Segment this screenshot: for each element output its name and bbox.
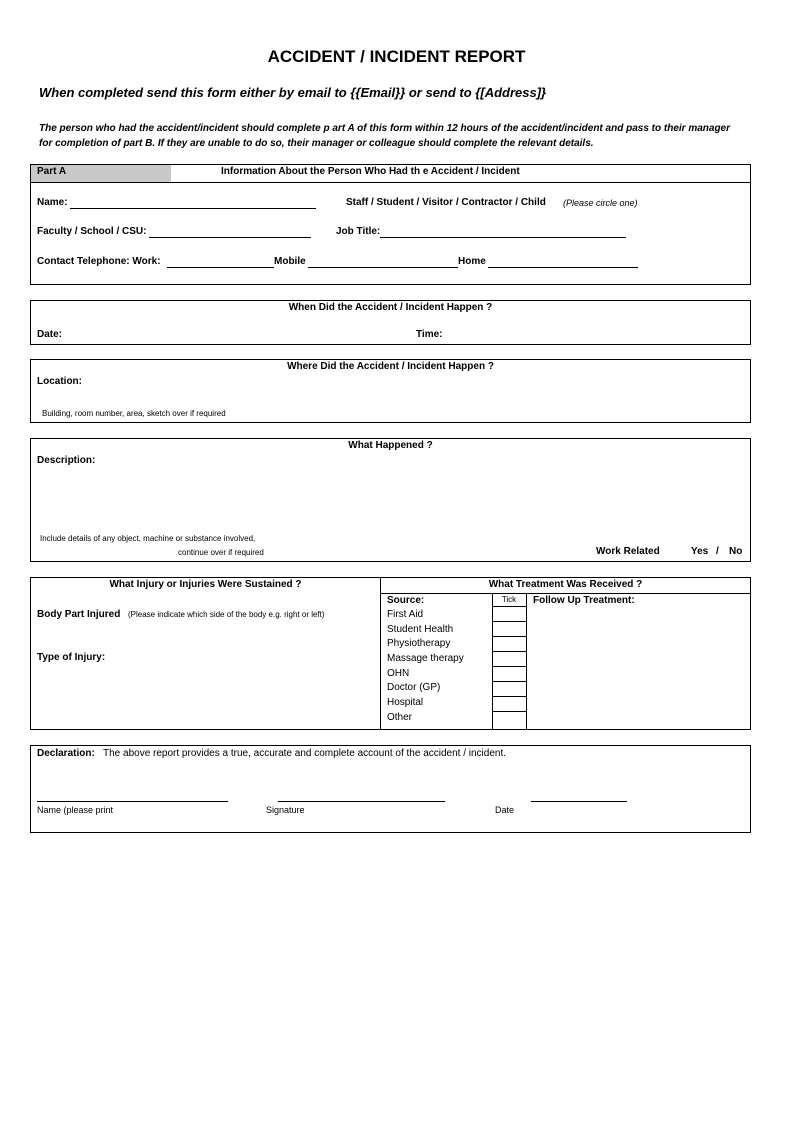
description-label[interactable]: Description:: [37, 455, 96, 466]
tick-box-ohn[interactable]: [492, 667, 526, 682]
mobile-label: Mobile: [274, 256, 306, 267]
work-related-label: Work Related: [596, 546, 660, 557]
declaration-label: Declaration:: [37, 748, 95, 759]
form-subtitle: When completed send this form either by email to {{Email}} or send to {[Address]}: [39, 85, 547, 100]
date-label[interactable]: Date:: [37, 329, 63, 340]
location-hint: Building, room number, area, sketch over if required: [42, 409, 226, 418]
job-title-label: Job Title:: [336, 226, 381, 237]
injury-heading: What Injury or Injuries Were Sustained ?: [109, 579, 302, 590]
source-ohn: OHN: [387, 668, 410, 679]
job-title-field[interactable]: [380, 237, 626, 238]
tick-box-doctor-gp[interactable]: [492, 682, 526, 697]
what-happened-section: [30, 438, 751, 562]
part-a-section: [30, 164, 751, 285]
injury-type-label[interactable]: Type of Injury:: [37, 652, 106, 663]
tick-box-hospital[interactable]: [492, 697, 526, 712]
source-hospital: Hospital: [387, 697, 424, 708]
follow-up-label[interactable]: Follow Up Treatment:: [533, 595, 635, 606]
body-part-note: (Please indicate which side of the body e.g. right or left): [128, 610, 325, 619]
tick-box-other[interactable]: [492, 712, 526, 727]
source-label: Source:: [387, 595, 425, 606]
faculty-label: Faculty / School / CSU:: [37, 226, 147, 237]
source-first-aid: First Aid: [387, 609, 424, 620]
tick-box-massage-therapy[interactable]: [492, 652, 526, 667]
work-related-no[interactable]: No: [729, 546, 743, 557]
where-section: [30, 359, 751, 423]
what-happened-heading: What Happened ?: [348, 440, 433, 451]
contact-work-label: Contact Telephone: Work:: [37, 256, 161, 267]
declaration-text: The above report provides a true, accurate and complete account of the accident / incident.: [103, 748, 507, 759]
time-label[interactable]: Time:: [416, 329, 443, 340]
injury-treatment-divider: [380, 578, 381, 729]
form-instructions: The person who had the accident/incident should complete p art A of this form within 12 hours of the accident/incident and pass to their manager for completion of part B. If they are unable to do so, their manager or colleague should complete the relevant details.: [39, 123, 731, 149]
when-section: [30, 300, 751, 345]
source-physiotherapy: Physiotherapy: [387, 638, 451, 649]
date-caption: Date: [495, 805, 515, 815]
source-other: Other: [387, 712, 413, 723]
where-heading: Where Did the Accident / Incident Happen ?: [287, 361, 494, 372]
category-label[interactable]: Staff / Student / Visitor / Contractor / Child: [346, 197, 546, 208]
location-label[interactable]: Location:: [37, 376, 82, 387]
body-part-label[interactable]: Body Part Injured: [37, 609, 121, 620]
name-field[interactable]: [70, 208, 316, 209]
description-hint-line1: Include details of any object, machine or substance involved,: [40, 534, 256, 543]
tick-box-physiotherapy[interactable]: [492, 637, 526, 652]
part-a-label-text: Part A: [37, 166, 67, 177]
name-label: Name:: [37, 197, 68, 208]
work-phone-field[interactable]: [167, 267, 274, 268]
part-a-label: [31, 165, 171, 182]
tick-column-right-border: [526, 593, 527, 729]
faculty-field[interactable]: [149, 237, 311, 238]
treatment-heading: What Treatment Was Received ?: [488, 579, 643, 590]
tick-box-first-aid[interactable]: [492, 607, 526, 622]
home-label: Home: [458, 256, 486, 267]
signature-caption: Signature: [266, 805, 305, 815]
mobile-phone-field[interactable]: [308, 267, 458, 268]
form-title: ACCIDENT / INCIDENT REPORT: [267, 47, 526, 66]
date-line[interactable]: [531, 801, 627, 802]
category-note: (Please circle one): [563, 198, 638, 208]
when-heading: When Did the Accident / Incident Happen ?: [288, 302, 493, 313]
home-phone-field[interactable]: [488, 267, 638, 268]
name-print-caption: Name (please print: [37, 805, 114, 815]
declaration-section: [30, 745, 751, 833]
tick-column-header: Tick: [501, 595, 517, 604]
part-a-heading: Information About the Person Who Had th e Accident / Incident: [221, 166, 520, 177]
signature-line[interactable]: [278, 801, 445, 802]
description-hint-line2: continue over if required: [178, 548, 264, 557]
name-print-line[interactable]: [37, 801, 228, 802]
tick-box-student-health[interactable]: [492, 622, 526, 637]
source-massage-therapy: Massage therapy: [387, 653, 464, 664]
source-doctor-gp: Doctor (GP): [387, 682, 441, 693]
work-related-separator: /: [716, 546, 719, 557]
work-related-yes[interactable]: Yes: [691, 546, 709, 557]
treatment-heading-underline: [381, 593, 750, 594]
source-student-health: Student Health: [387, 624, 454, 635]
